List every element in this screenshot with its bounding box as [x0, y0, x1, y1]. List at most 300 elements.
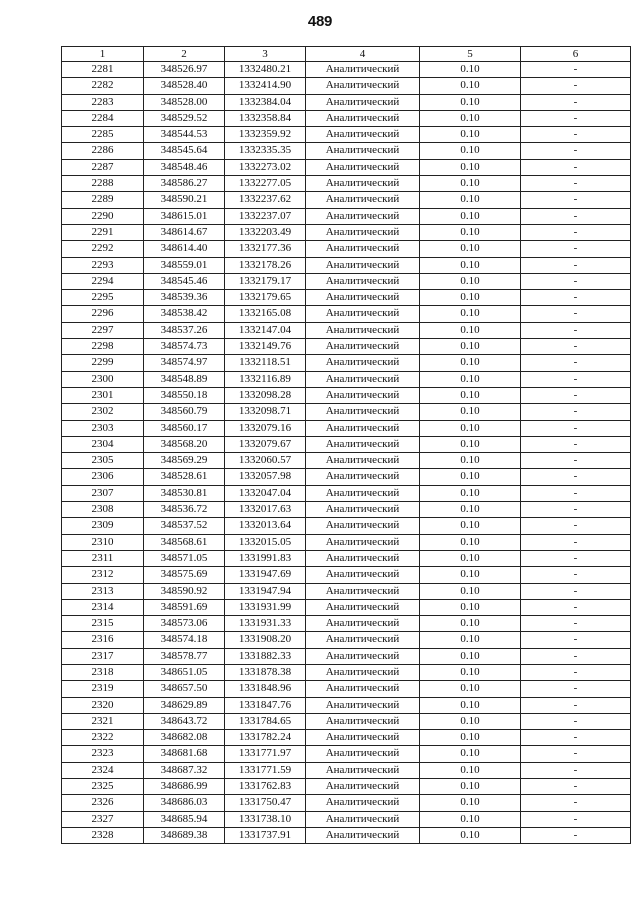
note-cell: -	[521, 485, 631, 501]
point-number-cell: 2323	[62, 746, 144, 762]
point-number-cell: 2289	[62, 192, 144, 208]
x-coordinate-cell: 348571.05	[144, 550, 225, 566]
y-coordinate-cell: 1331931.99	[225, 599, 306, 615]
point-number-cell: 2295	[62, 290, 144, 306]
column-header: 6	[521, 47, 631, 62]
point-number-cell: 2288	[62, 176, 144, 192]
x-coordinate-cell: 348568.20	[144, 436, 225, 452]
method-cell: Аналитический	[306, 290, 420, 306]
table-row	[62, 583, 631, 599]
y-coordinate-cell: 1332273.02	[225, 159, 306, 175]
accuracy-cell: 0.10	[420, 192, 521, 208]
table-body	[62, 62, 631, 844]
table-row	[62, 436, 631, 452]
y-coordinate-cell: 1331782.24	[225, 730, 306, 746]
note-cell: -	[521, 322, 631, 338]
accuracy-cell: 0.10	[420, 681, 521, 697]
x-coordinate-cell: 348526.97	[144, 62, 225, 78]
x-coordinate-cell: 348538.42	[144, 306, 225, 322]
note-cell: -	[521, 339, 631, 355]
y-coordinate-cell: 1331878.38	[225, 664, 306, 680]
x-coordinate-cell: 348528.40	[144, 78, 225, 94]
method-cell: Аналитический	[306, 127, 420, 143]
table-row	[62, 78, 631, 94]
y-coordinate-cell: 1332116.89	[225, 371, 306, 387]
x-coordinate-cell: 348559.01	[144, 257, 225, 273]
method-cell: Аналитический	[306, 143, 420, 159]
y-coordinate-cell: 1331947.94	[225, 583, 306, 599]
note-cell: -	[521, 257, 631, 273]
point-number-cell: 2314	[62, 599, 144, 615]
accuracy-cell: 0.10	[420, 110, 521, 126]
x-coordinate-cell: 348545.64	[144, 143, 225, 159]
point-number-cell: 2319	[62, 681, 144, 697]
x-coordinate-cell: 348651.05	[144, 664, 225, 680]
accuracy-cell: 0.10	[420, 322, 521, 338]
column-header: 3	[225, 47, 306, 62]
accuracy-cell: 0.10	[420, 176, 521, 192]
method-cell: Аналитический	[306, 436, 420, 452]
y-coordinate-cell: 1332057.98	[225, 469, 306, 485]
accuracy-cell: 0.10	[420, 404, 521, 420]
y-coordinate-cell: 1331847.76	[225, 697, 306, 713]
x-coordinate-cell: 348545.46	[144, 273, 225, 289]
table-row	[62, 518, 631, 534]
x-coordinate-cell: 348544.53	[144, 127, 225, 143]
note-cell: -	[521, 94, 631, 110]
table-row	[62, 273, 631, 289]
y-coordinate-cell: 1332079.16	[225, 420, 306, 436]
table-row	[62, 176, 631, 192]
accuracy-cell: 0.10	[420, 762, 521, 778]
accuracy-cell: 0.10	[420, 485, 521, 501]
table-row	[62, 127, 631, 143]
y-coordinate-cell: 1332177.36	[225, 241, 306, 257]
table-row	[62, 599, 631, 615]
y-coordinate-cell: 1331738.10	[225, 811, 306, 827]
method-cell: Аналитический	[306, 94, 420, 110]
method-cell: Аналитический	[306, 192, 420, 208]
y-coordinate-cell: 1332178.26	[225, 257, 306, 273]
accuracy-cell: 0.10	[420, 273, 521, 289]
y-coordinate-cell: 1331848.96	[225, 681, 306, 697]
method-cell: Аналитический	[306, 502, 420, 518]
table-row	[62, 387, 631, 403]
table-row	[62, 208, 631, 224]
note-cell: -	[521, 143, 631, 159]
method-cell: Аналитический	[306, 664, 420, 680]
accuracy-cell: 0.10	[420, 827, 521, 843]
table-row	[62, 713, 631, 729]
method-cell: Аналитический	[306, 208, 420, 224]
note-cell: -	[521, 779, 631, 795]
method-cell: Аналитический	[306, 257, 420, 273]
y-coordinate-cell: 1332165.08	[225, 306, 306, 322]
point-number-cell: 2281	[62, 62, 144, 78]
method-cell: Аналитический	[306, 827, 420, 843]
x-coordinate-cell: 348643.72	[144, 713, 225, 729]
y-coordinate-cell: 1332359.92	[225, 127, 306, 143]
accuracy-cell: 0.10	[420, 257, 521, 273]
note-cell: -	[521, 648, 631, 664]
note-cell: -	[521, 681, 631, 697]
accuracy-cell: 0.10	[420, 62, 521, 78]
x-coordinate-cell: 348530.81	[144, 485, 225, 501]
x-coordinate-cell: 348574.18	[144, 632, 225, 648]
note-cell: -	[521, 827, 631, 843]
method-cell: Аналитический	[306, 306, 420, 322]
y-coordinate-cell: 1332414.90	[225, 78, 306, 94]
note-cell: -	[521, 208, 631, 224]
method-cell: Аналитический	[306, 518, 420, 534]
y-coordinate-cell: 1331771.59	[225, 762, 306, 778]
note-cell: -	[521, 795, 631, 811]
note-cell: -	[521, 110, 631, 126]
method-cell: Аналитический	[306, 339, 420, 355]
column-header: 1	[62, 47, 144, 62]
note-cell: -	[521, 599, 631, 615]
method-cell: Аналитический	[306, 779, 420, 795]
table-row	[62, 648, 631, 664]
y-coordinate-cell: 1332480.21	[225, 62, 306, 78]
x-coordinate-cell: 348657.50	[144, 681, 225, 697]
x-coordinate-cell: 348686.03	[144, 795, 225, 811]
note-cell: -	[521, 567, 631, 583]
accuracy-cell: 0.10	[420, 306, 521, 322]
point-number-cell: 2322	[62, 730, 144, 746]
point-number-cell: 2308	[62, 502, 144, 518]
table-row	[62, 550, 631, 566]
y-coordinate-cell: 1331908.20	[225, 632, 306, 648]
note-cell: -	[521, 746, 631, 762]
y-coordinate-cell: 1332384.04	[225, 94, 306, 110]
table-row	[62, 811, 631, 827]
accuracy-cell: 0.10	[420, 143, 521, 159]
y-coordinate-cell: 1332079.67	[225, 436, 306, 452]
method-cell: Аналитический	[306, 322, 420, 338]
table-row	[62, 192, 631, 208]
point-number-cell: 2298	[62, 339, 144, 355]
note-cell: -	[521, 534, 631, 550]
y-coordinate-cell: 1332013.64	[225, 518, 306, 534]
table-row	[62, 762, 631, 778]
x-coordinate-cell: 348548.46	[144, 159, 225, 175]
x-coordinate-cell: 348548.89	[144, 371, 225, 387]
note-cell: -	[521, 518, 631, 534]
accuracy-cell: 0.10	[420, 208, 521, 224]
point-number-cell: 2287	[62, 159, 144, 175]
note-cell: -	[521, 306, 631, 322]
table-row	[62, 306, 631, 322]
x-coordinate-cell: 348537.52	[144, 518, 225, 534]
y-coordinate-cell: 1331931.33	[225, 616, 306, 632]
method-cell: Аналитический	[306, 681, 420, 697]
point-number-cell: 2307	[62, 485, 144, 501]
y-coordinate-cell: 1332335.35	[225, 143, 306, 159]
method-cell: Аналитический	[306, 110, 420, 126]
note-cell: -	[521, 811, 631, 827]
x-coordinate-cell: 348614.40	[144, 241, 225, 257]
y-coordinate-cell: 1332179.17	[225, 273, 306, 289]
accuracy-cell: 0.10	[420, 78, 521, 94]
method-cell: Аналитический	[306, 485, 420, 501]
note-cell: -	[521, 453, 631, 469]
point-number-cell: 2326	[62, 795, 144, 811]
x-coordinate-cell: 348528.61	[144, 469, 225, 485]
table-row	[62, 453, 631, 469]
accuracy-cell: 0.10	[420, 746, 521, 762]
note-cell: -	[521, 697, 631, 713]
point-number-cell: 2309	[62, 518, 144, 534]
x-coordinate-cell: 348575.69	[144, 567, 225, 583]
accuracy-cell: 0.10	[420, 534, 521, 550]
y-coordinate-cell: 1332203.49	[225, 224, 306, 240]
method-cell: Аналитический	[306, 730, 420, 746]
accuracy-cell: 0.10	[420, 339, 521, 355]
method-cell: Аналитический	[306, 78, 420, 94]
y-coordinate-cell: 1331750.47	[225, 795, 306, 811]
method-cell: Аналитический	[306, 713, 420, 729]
y-coordinate-cell: 1331882.33	[225, 648, 306, 664]
note-cell: -	[521, 78, 631, 94]
point-number-cell: 2303	[62, 420, 144, 436]
x-coordinate-cell: 348615.01	[144, 208, 225, 224]
point-number-cell: 2311	[62, 550, 144, 566]
accuracy-cell: 0.10	[420, 371, 521, 387]
accuracy-cell: 0.10	[420, 469, 521, 485]
accuracy-cell: 0.10	[420, 648, 521, 664]
x-coordinate-cell: 348687.32	[144, 762, 225, 778]
y-coordinate-cell: 1332098.28	[225, 387, 306, 403]
header-row	[62, 47, 631, 62]
note-cell: -	[521, 664, 631, 680]
table-row	[62, 257, 631, 273]
x-coordinate-cell: 348560.17	[144, 420, 225, 436]
method-cell: Аналитический	[306, 387, 420, 403]
point-number-cell: 2328	[62, 827, 144, 843]
method-cell: Аналитический	[306, 762, 420, 778]
point-number-cell: 2292	[62, 241, 144, 257]
method-cell: Аналитический	[306, 567, 420, 583]
table-row	[62, 664, 631, 680]
y-coordinate-cell: 1332047.04	[225, 485, 306, 501]
y-coordinate-cell: 1331947.69	[225, 567, 306, 583]
table-row	[62, 616, 631, 632]
method-cell: Аналитический	[306, 453, 420, 469]
method-cell: Аналитический	[306, 371, 420, 387]
table-row	[62, 62, 631, 78]
point-number-cell: 2286	[62, 143, 144, 159]
accuracy-cell: 0.10	[420, 94, 521, 110]
note-cell: -	[521, 583, 631, 599]
table-row	[62, 469, 631, 485]
accuracy-cell: 0.10	[420, 664, 521, 680]
x-coordinate-cell: 348682.08	[144, 730, 225, 746]
table-row	[62, 779, 631, 795]
method-cell: Аналитический	[306, 648, 420, 664]
accuracy-cell: 0.10	[420, 550, 521, 566]
y-coordinate-cell: 1331762.83	[225, 779, 306, 795]
column-header: 4	[306, 47, 420, 62]
note-cell: -	[521, 176, 631, 192]
note-cell: -	[521, 290, 631, 306]
accuracy-cell: 0.10	[420, 290, 521, 306]
note-cell: -	[521, 762, 631, 778]
column-header: 5	[420, 47, 521, 62]
point-number-cell: 2320	[62, 697, 144, 713]
table-row	[62, 241, 631, 257]
accuracy-cell: 0.10	[420, 420, 521, 436]
y-coordinate-cell: 1332060.57	[225, 453, 306, 469]
x-coordinate-cell: 348568.61	[144, 534, 225, 550]
point-number-cell: 2304	[62, 436, 144, 452]
x-coordinate-cell: 348574.73	[144, 339, 225, 355]
method-cell: Аналитический	[306, 632, 420, 648]
point-number-cell: 2313	[62, 583, 144, 599]
table-row	[62, 94, 631, 110]
note-cell: -	[521, 436, 631, 452]
accuracy-cell: 0.10	[420, 779, 521, 795]
note-cell: -	[521, 62, 631, 78]
method-cell: Аналитический	[306, 62, 420, 78]
point-number-cell: 2316	[62, 632, 144, 648]
note-cell: -	[521, 159, 631, 175]
y-coordinate-cell: 1332358.84	[225, 110, 306, 126]
table-row	[62, 420, 631, 436]
x-coordinate-cell: 348686.99	[144, 779, 225, 795]
method-cell: Аналитический	[306, 176, 420, 192]
x-coordinate-cell: 348629.89	[144, 697, 225, 713]
method-cell: Аналитический	[306, 599, 420, 615]
note-cell: -	[521, 469, 631, 485]
point-number-cell: 2301	[62, 387, 144, 403]
y-coordinate-cell: 1332147.04	[225, 322, 306, 338]
table-row	[62, 143, 631, 159]
point-number-cell: 2327	[62, 811, 144, 827]
table-row	[62, 534, 631, 550]
note-cell: -	[521, 420, 631, 436]
table-row	[62, 110, 631, 126]
x-coordinate-cell: 348586.27	[144, 176, 225, 192]
method-cell: Аналитический	[306, 355, 420, 371]
method-cell: Аналитический	[306, 224, 420, 240]
x-coordinate-cell: 348614.67	[144, 224, 225, 240]
table-row	[62, 746, 631, 762]
point-number-cell: 2293	[62, 257, 144, 273]
point-number-cell: 2285	[62, 127, 144, 143]
table-row	[62, 290, 631, 306]
coordinates-table	[61, 46, 631, 844]
note-cell: -	[521, 387, 631, 403]
accuracy-cell: 0.10	[420, 502, 521, 518]
x-coordinate-cell: 348681.68	[144, 746, 225, 762]
accuracy-cell: 0.10	[420, 713, 521, 729]
x-coordinate-cell: 348573.06	[144, 616, 225, 632]
method-cell: Аналитический	[306, 746, 420, 762]
x-coordinate-cell: 348689.38	[144, 827, 225, 843]
x-coordinate-cell: 348537.26	[144, 322, 225, 338]
note-cell: -	[521, 192, 631, 208]
note-cell: -	[521, 730, 631, 746]
x-coordinate-cell: 348590.21	[144, 192, 225, 208]
y-coordinate-cell: 1332098.71	[225, 404, 306, 420]
accuracy-cell: 0.10	[420, 583, 521, 599]
table-row	[62, 485, 631, 501]
y-coordinate-cell: 1332017.63	[225, 502, 306, 518]
accuracy-cell: 0.10	[420, 387, 521, 403]
note-cell: -	[521, 273, 631, 289]
table-row	[62, 322, 631, 338]
note-cell: -	[521, 550, 631, 566]
method-cell: Аналитический	[306, 550, 420, 566]
x-coordinate-cell: 348591.69	[144, 599, 225, 615]
y-coordinate-cell: 1331771.97	[225, 746, 306, 762]
x-coordinate-cell: 348574.97	[144, 355, 225, 371]
accuracy-cell: 0.10	[420, 518, 521, 534]
note-cell: -	[521, 127, 631, 143]
point-number-cell: 2297	[62, 322, 144, 338]
table-header	[62, 47, 631, 62]
point-number-cell: 2282	[62, 78, 144, 94]
page-number: 489	[307, 13, 333, 30]
note-cell: -	[521, 371, 631, 387]
method-cell: Аналитический	[306, 273, 420, 289]
method-cell: Аналитический	[306, 616, 420, 632]
y-coordinate-cell: 1332179.65	[225, 290, 306, 306]
point-number-cell: 2315	[62, 616, 144, 632]
accuracy-cell: 0.10	[420, 453, 521, 469]
table-row	[62, 681, 631, 697]
y-coordinate-cell: 1331991.83	[225, 550, 306, 566]
accuracy-cell: 0.10	[420, 159, 521, 175]
point-number-cell: 2306	[62, 469, 144, 485]
x-coordinate-cell: 348590.92	[144, 583, 225, 599]
table-row	[62, 224, 631, 240]
point-number-cell: 2317	[62, 648, 144, 664]
note-cell: -	[521, 404, 631, 420]
table-row	[62, 404, 631, 420]
x-coordinate-cell: 348685.94	[144, 811, 225, 827]
x-coordinate-cell: 348550.18	[144, 387, 225, 403]
table-row	[62, 159, 631, 175]
note-cell: -	[521, 502, 631, 518]
table-row	[62, 697, 631, 713]
method-cell: Аналитический	[306, 534, 420, 550]
note-cell: -	[521, 616, 631, 632]
point-number-cell: 2290	[62, 208, 144, 224]
x-coordinate-cell: 348569.29	[144, 453, 225, 469]
y-coordinate-cell: 1332118.51	[225, 355, 306, 371]
y-coordinate-cell: 1332237.07	[225, 208, 306, 224]
method-cell: Аналитический	[306, 583, 420, 599]
accuracy-cell: 0.10	[420, 632, 521, 648]
point-number-cell: 2284	[62, 110, 144, 126]
note-cell: -	[521, 713, 631, 729]
point-number-cell: 2318	[62, 664, 144, 680]
table-row	[62, 502, 631, 518]
point-number-cell: 2302	[62, 404, 144, 420]
method-cell: Аналитический	[306, 241, 420, 257]
y-coordinate-cell: 1331737.91	[225, 827, 306, 843]
accuracy-cell: 0.10	[420, 355, 521, 371]
accuracy-cell: 0.10	[420, 241, 521, 257]
point-number-cell: 2324	[62, 762, 144, 778]
accuracy-cell: 0.10	[420, 795, 521, 811]
point-number-cell: 2305	[62, 453, 144, 469]
method-cell: Аналитический	[306, 697, 420, 713]
accuracy-cell: 0.10	[420, 599, 521, 615]
accuracy-cell: 0.10	[420, 224, 521, 240]
